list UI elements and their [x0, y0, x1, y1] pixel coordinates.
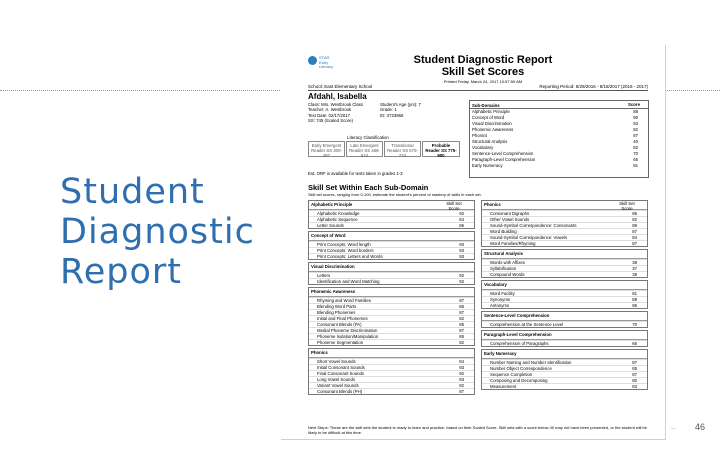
skill-label: Variant Vowel Sounds: [317, 383, 359, 388]
skill-label: Syllabification: [490, 266, 517, 271]
skill-block-title: Vocabulary: [484, 282, 507, 287]
skill-row: [482, 340, 647, 346]
skill-score: 87: [459, 298, 464, 303]
skill-score: 80: [632, 378, 637, 383]
divider-left: [0, 90, 280, 91]
skill-score: 38: [632, 272, 637, 277]
skill-label: Long Vowel Sounds: [317, 377, 355, 382]
skill-block: [481, 349, 648, 390]
skill-label: Number Naming and Number Identification: [490, 360, 572, 365]
sub-domain-score: 82: [633, 127, 638, 132]
skill-block: [481, 311, 648, 328]
skill-label: Identification and Word Matching: [317, 279, 380, 284]
skill-block-header: [482, 250, 647, 259]
info-row: [308, 118, 448, 123]
student-name: Afdahl, Isabella: [308, 92, 367, 101]
skill-score: 84: [632, 235, 637, 240]
info-left: Teacher: A. Westbrook: [308, 107, 352, 113]
skill-score: 88: [632, 297, 637, 302]
skill-block: [481, 280, 648, 309]
student-info: [308, 102, 448, 123]
skill-section-subtitle: Skill set scores, ranging from 0-100, estimate the student's percent of mastery of skills in each set.: [308, 192, 482, 197]
skill-label: Measurement: [490, 384, 517, 389]
info-right: ID: 3723866: [380, 112, 404, 118]
sub-domain-score: 93: [633, 121, 638, 126]
skill-block-title: Visual Discrimination: [311, 264, 355, 269]
skill-label: Rhyming and Word Families: [317, 298, 371, 303]
skill-label: Comprehension of Paragraphs: [490, 341, 549, 346]
skill-score: 81: [632, 291, 637, 296]
skill-label: Sound-Symbol Correspondence: Consonants: [490, 223, 577, 228]
skill-score: 83: [632, 384, 637, 389]
literacy-classification-label: Literacy Classification: [347, 135, 389, 140]
skill-label: Medial Phoneme Discrimination: [317, 328, 378, 333]
sub-domain-label: Vocabulary: [472, 145, 494, 150]
skill-block-header: [309, 232, 474, 241]
info-left: Class: Mrs. Westbrook Class: [308, 102, 364, 107]
logo-text: STAR Early Literacy: [319, 55, 334, 69]
report-document: [280, 44, 665, 439]
skill-score: 87: [459, 310, 464, 315]
skill-score: 93: [459, 365, 464, 370]
skill-block-title: Phonics: [311, 350, 328, 355]
report-footnote: Next Steps: These are the skill sets the student is ready to learn and practice, based on their Scaled Score. Skill sets with a score below 40 may not have been presented, or the student will be likely to be difficult at this time.: [308, 425, 648, 435]
skill-column-right: [481, 200, 648, 392]
skill-row: [482, 271, 647, 277]
skill-score: 87: [459, 328, 464, 333]
skill-section-title: Skill Set Within Each Sub-Domain: [308, 183, 429, 192]
skill-score: 82: [459, 316, 464, 321]
skill-block-title: Concept of Word: [311, 233, 346, 238]
skill-row: [309, 253, 474, 259]
page-number: 46: [694, 422, 705, 432]
skill-score: 85: [459, 334, 464, 339]
skill-block-header: [309, 349, 474, 358]
skill-score: 82: [632, 217, 637, 222]
sub-domain-label: Phonics: [472, 133, 488, 138]
skill-block-header: [482, 312, 647, 321]
skill-label: Antonyms: [490, 303, 510, 308]
sub-domain-score: 87: [633, 133, 638, 138]
skill-label: Blending Word Parts: [317, 304, 357, 309]
skill-label: Compound Words: [490, 272, 525, 277]
skill-score: 87: [459, 389, 464, 394]
skill-score: 87: [632, 229, 637, 234]
sub-domain-label: Alphabetic Principle: [472, 109, 510, 114]
skill-block-title: Early Numeracy: [484, 351, 517, 356]
skill-block: [481, 249, 648, 278]
divider-right: [665, 90, 720, 91]
skill-row: [482, 240, 647, 246]
skill-block-header: [309, 263, 474, 272]
sub-domain-label: Structural Analysis: [472, 139, 508, 144]
skill-block-title: Phonics: [484, 202, 501, 207]
skill-score: 93: [459, 248, 464, 253]
skill-label: Initial and Final Phonemes: [317, 316, 368, 321]
skill-block: [308, 262, 475, 285]
printed-date: Printed Friday, March 24, 2017 10:57:59 AM: [443, 79, 523, 84]
star-logo-icon: [308, 56, 317, 65]
skill-label: Blending Phonemes: [317, 310, 356, 315]
skill-score: 83: [459, 377, 464, 382]
skill-score: 85: [632, 366, 637, 371]
skill-score: 86: [632, 211, 637, 216]
skill-score-header: Skill Set Score: [619, 201, 635, 211]
skill-block-header: [482, 201, 647, 210]
reporting-period: Reporting Period: 8/29/2016 - 8/18/2017 (2016 - 2017): [539, 84, 648, 89]
skill-score: 92: [459, 273, 464, 278]
skill-block: [308, 348, 475, 395]
skill-score: 93: [459, 254, 464, 259]
skill-score: 82: [459, 383, 464, 388]
skill-block-header: [309, 288, 474, 297]
sub-domain-score: 66: [633, 157, 638, 162]
sub-domain-label: Phonemic Awareness: [472, 127, 514, 132]
literacy-cell: Late Emergent Reader SS 488-674: [346, 141, 383, 157]
skill-label: Final Consonant Sounds: [317, 371, 365, 376]
skill-row: [309, 339, 474, 345]
skill-block: [308, 287, 475, 346]
skill-label: Composing and Decomposing: [490, 378, 548, 383]
skill-score: 87: [632, 241, 637, 246]
skill-block-title: Phonemic Awareness: [311, 289, 356, 294]
skill-score: 92: [459, 211, 464, 216]
skill-score: 66: [632, 341, 637, 346]
skill-block: [481, 200, 648, 247]
sub-domain-label: Early Numeracy: [472, 163, 503, 168]
sub-domain-header: Sub-Domains Score: [470, 101, 648, 109]
sub-domain-score: 81: [633, 163, 638, 168]
skill-score: 87: [632, 360, 637, 365]
skill-block: [308, 200, 475, 229]
skill-label: Consonant Blends (PA): [317, 322, 362, 327]
literacy-cell: Transitional Reader SS 675-774: [384, 141, 421, 157]
skill-row: [309, 222, 474, 228]
skill-label: Sound-Symbol Correspondence: Vowels: [490, 235, 568, 240]
skill-block-header: [482, 350, 647, 359]
skill-score: 92: [459, 371, 464, 376]
sub-domain-label: Sentence-Level Comprehension: [472, 151, 534, 156]
sub-domain-table: [469, 100, 649, 178]
skill-score: 38: [632, 260, 637, 265]
skill-label: Consonant Blends (PH): [317, 389, 363, 394]
school-row: [308, 84, 648, 91]
skill-score: 82: [459, 340, 464, 345]
skill-label: Print Concepts: Word borders: [317, 248, 374, 253]
literacy-cell: Probable Reader SS 775-900: [422, 141, 460, 157]
skill-label: Alphabetic Sequence: [317, 217, 358, 222]
skill-row: [309, 278, 474, 284]
skill-block: [481, 330, 648, 347]
footer-mark: ....: [670, 425, 676, 431]
skill-label: Initial Consonant Sounds: [317, 365, 365, 370]
skill-label: Letters: [317, 273, 331, 278]
report-header: [308, 52, 648, 82]
skill-label: Print Concepts: Letters and Words: [317, 254, 383, 259]
literacy-cell: Early Emergent Reader SS 300-487: [308, 141, 345, 157]
skill-label: Word Families/Rhyming: [490, 241, 536, 246]
skill-score: 89: [632, 223, 637, 228]
skill-block-header: [309, 201, 474, 210]
sub-domain-label: Concept of Word: [472, 115, 505, 120]
skill-label: Phoneme Segmentation: [317, 340, 364, 345]
sub-domain-score: 70: [633, 151, 638, 156]
skill-column-left: [308, 200, 475, 397]
school-name: School: East Elementary School: [308, 84, 373, 89]
sub-domain-score: 40: [633, 139, 638, 144]
skill-label: Word Building: [490, 229, 517, 234]
skill-label: Word Facility: [490, 291, 515, 296]
skill-block-header: [482, 331, 647, 340]
skill-block-header: [482, 281, 647, 290]
skill-row: [482, 302, 647, 308]
skill-block-title: Paragraph-Level Comprehension: [484, 332, 552, 337]
skill-label: Phoneme Isolation/Manipulation: [317, 334, 379, 339]
skill-row: [309, 388, 474, 394]
skill-label: Alphabetic Knowledge: [317, 211, 360, 216]
skill-block-title: Sentence-Level Comprehension: [484, 313, 550, 318]
skill-score: 86: [459, 223, 464, 228]
skill-label: Other Vowel Sounds: [490, 217, 530, 222]
skill-row: [482, 383, 647, 389]
info-right: Grade: 1: [380, 107, 397, 113]
sub-domain-row: [470, 163, 648, 169]
skill-row: [482, 321, 647, 327]
skill-label: Short Vowel Sounds: [317, 359, 356, 364]
info-left: Test Date: 02/17/2017: [308, 112, 351, 118]
sub-domain-score: 82: [633, 145, 638, 150]
est-orf-note: Est. ORF is available for tests taken in grades 1-3: [308, 171, 403, 176]
sub-domain-score: 90: [633, 115, 638, 120]
skill-score: 85: [459, 322, 464, 327]
skill-label: Synonyms: [490, 297, 511, 302]
skill-label: Consonant Digraphs: [490, 211, 530, 216]
skill-label: Letter Sounds: [317, 223, 344, 228]
slide-title: Student Diagnostic Report: [60, 172, 255, 292]
skill-block-title: Structural Analysis: [484, 251, 524, 256]
literacy-classification: [308, 135, 462, 175]
skill-score: 86: [459, 304, 464, 309]
sub-domain-label: Paragraph-Level Comprehension: [472, 157, 536, 162]
skill-label: Words with Affixes: [490, 260, 525, 265]
report-title: Student Diagnostic Report Skill Set Scores: [413, 54, 553, 78]
skill-label: Print Concepts: Word length: [317, 242, 371, 247]
skill-label: Comprehension at the Sentence Level: [490, 322, 564, 327]
skill-block-title: Alphabetic Principle: [311, 202, 353, 207]
sub-domain-score: 88: [633, 109, 638, 114]
sub-domain-label: Visual Discrimination: [472, 121, 512, 126]
skill-score: 70: [632, 322, 637, 327]
skill-block: [308, 231, 475, 260]
skill-score: 37: [632, 266, 637, 271]
skill-score-header: Skill Set Score: [446, 201, 462, 211]
skill-score: 85: [632, 303, 637, 308]
skill-score: 92: [459, 279, 464, 284]
info-right: Student's Age (yrs): 7: [380, 102, 421, 107]
info-left: SS: 745 (Scaled Score): [308, 117, 353, 123]
skill-score: 84: [459, 359, 464, 364]
skill-label: Number Object Correspondence: [490, 366, 552, 371]
skill-score: 93: [459, 242, 464, 247]
skill-score: 84: [459, 217, 464, 222]
skill-label: Sequence Completion: [490, 372, 533, 377]
skill-score: 87: [632, 372, 637, 377]
